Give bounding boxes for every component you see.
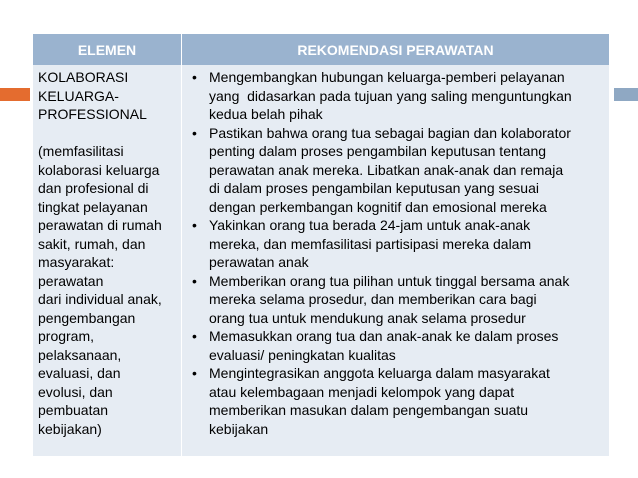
recommendation-line: Mengembangkan hubungan keluarga-pemberi pelayanan (209, 69, 565, 85)
element-desc-line: perawatan (38, 272, 104, 289)
element-desc-line: (memfasilitasi (38, 143, 124, 159)
header-elemen: ELEMEN (33, 34, 182, 65)
bullet-icon: • (192, 69, 197, 85)
element-desc-line: masyarakat: (38, 254, 115, 270)
header-rekomendasi: REKOMENDASI PERAWATAN (182, 34, 610, 65)
recommendation-item (188, 327, 607, 364)
recommendation-line: Mengintegrasikan anggota keluarga dalam masyarakat (209, 365, 550, 381)
recommendation-line: atau kelembagaan menjadi kelompok yang dapat (209, 383, 515, 400)
recommendations-cell (182, 65, 610, 456)
recommendation-line: memberikan masukan dalam pengembangan suatu (209, 402, 529, 418)
recommendation-line: Memasukkan orang tua dan anak-anak ke dalam proses (209, 328, 559, 344)
element-desc-line: dari individual anak, (38, 291, 162, 307)
element-desc-line: kolaborasi keluarga (38, 161, 160, 178)
recommendation-item (188, 272, 607, 328)
bullet-icon: • (192, 365, 197, 381)
spacer (38, 124, 177, 143)
element-desc-line: sakit, rumah, dan (38, 235, 146, 252)
recommendation-line: evaluasi/ peningkatan kualitas (209, 346, 396, 363)
recommendation-line: Pastikan bahwa orang tua sebagai bagian dan kolaborator (209, 124, 571, 141)
recommendation-line: orang tua untuk mendukung anak selama prosedur (209, 309, 526, 326)
recommendation-line: di dalam proses pengambilan keputusan yang sesuai (209, 180, 539, 196)
element-title-line: KELUARGA- (38, 87, 119, 104)
recommendation-table (33, 34, 609, 456)
element-desc-line: evolusi, dan (38, 383, 113, 400)
recommendation-line: dengan perkembangan kognitif dan emosional mereka (209, 198, 547, 215)
accent-bar-right (614, 88, 638, 101)
recommendation-line: Memberikan orang tua pilihan untuk tinggal bersama anak (209, 272, 570, 289)
bullet-icon: • (192, 272, 197, 289)
recommendation-item (188, 124, 607, 217)
element-desc-line: evaluasi, dan (38, 365, 121, 381)
element-desc-line: tingkat pelayanan (38, 198, 148, 215)
element-desc-line: pengembangan (38, 309, 136, 326)
recommendation-item (188, 68, 607, 124)
element-title-line: PROFESSIONAL (38, 106, 147, 122)
recommendation-list (188, 68, 607, 438)
accent-bar-left (0, 88, 30, 101)
recommendation-line: penting dalam proses pengambilan keputusan tentang (209, 143, 547, 159)
bullet-icon: • (192, 217, 197, 233)
element-cell (33, 65, 182, 456)
recommendation-line: kebijakan (209, 420, 269, 437)
element-desc-line: kebijakan) (38, 420, 102, 437)
bullet-icon: • (192, 124, 197, 141)
recommendation-line: kedua belah pihak (209, 106, 323, 122)
recommendation-item (188, 216, 607, 272)
element-title-line: KOLABORASI (38, 69, 129, 85)
header-row (33, 34, 609, 65)
element-desc-line: pembuatan (38, 402, 109, 418)
recommendation-line: mereka selama prosedur, dan memberikan cara bagi (209, 291, 537, 307)
element-desc-line: perawatan di rumah (38, 217, 162, 233)
content-row (33, 65, 609, 456)
recommendation-line: mereka, dan memfasilitasi partisipasi mereka dalam (209, 235, 532, 252)
bullet-icon: • (192, 328, 197, 344)
element-desc-line: pelaksanaan, (38, 346, 122, 363)
recommendation-line: perawatan anak (209, 254, 309, 270)
recommendation-item (188, 364, 607, 438)
element-desc-line: dan profesional di (38, 180, 149, 196)
recommendation-line: yang didasarkan pada tujuan yang saling menguntungkan (209, 87, 572, 104)
recommendation-line: Yakinkan orang tua berada 24-jam untuk anak-anak (209, 217, 531, 233)
element-desc-line: program, (38, 328, 95, 344)
recommendation-line: perawatan anak mereka. Libatkan anak-anak dan remaja (209, 161, 564, 178)
